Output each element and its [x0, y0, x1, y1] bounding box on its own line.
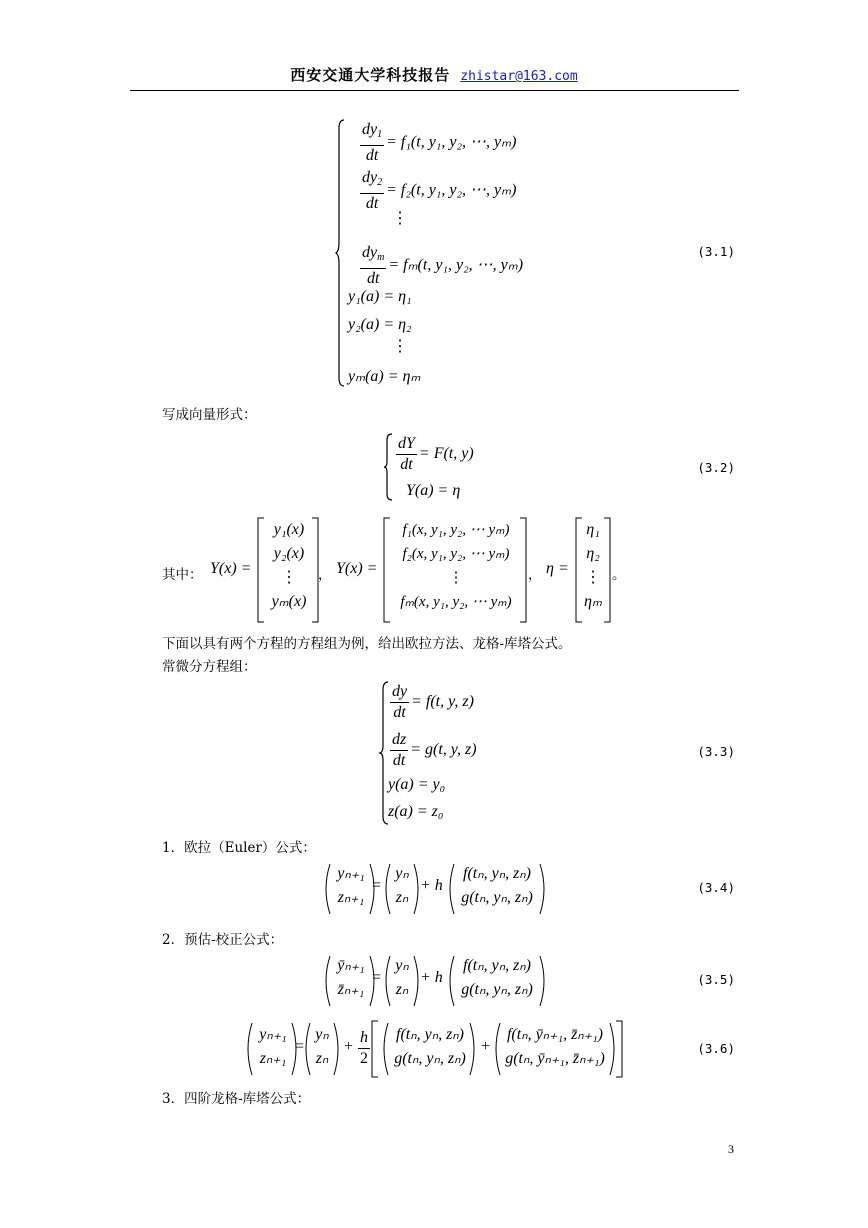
separator-1: ， — [318, 567, 332, 583]
eq31-init-m: yₘ(a) = ηₘ — [348, 368, 421, 385]
separator-2: ， — [528, 567, 542, 583]
eq31-number: (3.1) — [697, 244, 735, 259]
eq35-plus-h: + h — [420, 969, 443, 986]
eq35-lhs: ȳₙ₊₁ z̄ₙ₊₁ — [337, 957, 365, 998]
eq31-row-m: $\frac{dy_m}{dt}$ = fₘ(t, y₁, y₂, ⋯, yₘ) — [362, 244, 524, 287]
eq36-inner-plus: + — [481, 1038, 491, 1055]
eq36-plus: + — [344, 1038, 354, 1055]
section-3-heading: 3．四阶龙格-库塔公式： — [162, 1091, 311, 1107]
eta-vector-entries: η₁ η₂ ⋮ ηₘ — [584, 521, 602, 610]
y-vector-label: Y(x) = — [210, 560, 252, 577]
header-rule — [130, 90, 739, 91]
eq32-number: (3.2) — [697, 460, 735, 475]
eq31-vdots-1: ⋮ — [392, 210, 408, 227]
eq36-term-b: f(tₙ, ȳₙ₊₁, z̄ₙ₊₁) g(tₙ, ȳₙ₊₁, z̄ₙ₊₁) — [505, 1026, 605, 1067]
author-email-link[interactable]: zhistar@163.com — [460, 69, 578, 84]
eq36-term-a: f(tₙ, yₙ, zₙ) g(tₙ, yₙ, zₙ) — [394, 1026, 466, 1067]
eta-vector-label: η = — [546, 560, 569, 577]
eq31-init-2: y₂(a) = η₂ — [348, 316, 412, 333]
left-brace — [336, 118, 346, 388]
text-vector-form: 写成向量形式： — [162, 407, 257, 423]
section-1-heading: 1．欧拉（Euler）公式： — [162, 840, 316, 856]
report-title: 西安交通大学科技报告 — [290, 66, 451, 84]
eq33-number: (3.3) — [697, 744, 735, 759]
eq35-mid: yₙ zₙ — [395, 957, 409, 998]
page-number: 3 — [728, 1142, 734, 1156]
f-vector-entries: f₁(x, y₁, y₂, ⋯ yₘ) f₂(x, y₁, y₂, ⋯ yₘ) ⋮ fₘ(x, y₁, y₂, ⋯ yₘ) — [400, 522, 512, 610]
text-ode: 常微分方程组： — [162, 659, 257, 675]
eq34-equals: = — [372, 877, 382, 894]
eq31-row-1: $\frac{dy_1}{dt}$ = f₁(t, y₁, y₂, ⋯, yₘ) — [362, 121, 517, 164]
eq34-number: (3.4) — [697, 880, 735, 895]
eq36-mid: yₙ zₙ — [315, 1026, 329, 1067]
eq32-row-1: $\frac{dY}{dt}$ = F(t, y) — [398, 435, 474, 473]
eq33-row-1: $\frac{dy}{dt}$ = f(t, y, z) — [392, 683, 474, 721]
eq31-row-2: $\frac{dy_2}{dt}$ = f₂(t, y₁, y₂, ⋯, yₘ) — [362, 169, 517, 212]
eq36-lhs: yₙ₊₁ zₙ₊₁ — [259, 1026, 287, 1067]
eq36-half-h: $\frac{h}{2}$ — [360, 1029, 368, 1067]
eq36-number: (3.6) — [697, 1041, 735, 1056]
eq31-init-1: y₁(a) = η₁ — [348, 288, 412, 305]
y-vector-entries: y₁(x) y₂(x) ⋮ yₘ(x) — [271, 521, 307, 610]
where-end: 。 — [612, 567, 626, 583]
section-2-heading: 2．预估-校正公式： — [162, 932, 284, 948]
eq34-plus-h: + h — [420, 877, 443, 894]
where-prefix: 其中： — [162, 567, 203, 583]
eq32-row-2: Y(a) = η — [406, 482, 461, 499]
left-brace — [384, 432, 394, 502]
eq36-equals: = — [295, 1038, 305, 1055]
text-intro: 下面以具有两个方程的方程组为例，给出欧拉方法、龙格-库塔公式。 — [162, 636, 572, 652]
eq35-rhs: f(tₙ, yₙ, zₙ) g(tₙ, yₙ, zₙ) — [461, 957, 533, 998]
eq31-vdots-2: ⋮ — [392, 338, 408, 355]
eq34-mid: yₙ zₙ — [395, 865, 409, 906]
eq34-rhs: f(tₙ, yₙ, zₙ) g(tₙ, yₙ, zₙ) — [461, 865, 533, 906]
eq33-row-3: y(a) = y₀ — [388, 776, 446, 793]
eq33-row-4: z(a) = z₀ — [388, 803, 444, 820]
eq33-row-2: $\frac{dz}{dt}$ = g(t, y, z) — [392, 731, 477, 769]
eq34-lhs: yₙ₊₁ zₙ₊₁ — [337, 865, 365, 906]
page-header — [0, 64, 868, 85]
f-vector-label: Y(x) = — [336, 560, 378, 577]
eq35-equals: = — [372, 969, 382, 986]
eq35-number: (3.5) — [697, 972, 735, 987]
